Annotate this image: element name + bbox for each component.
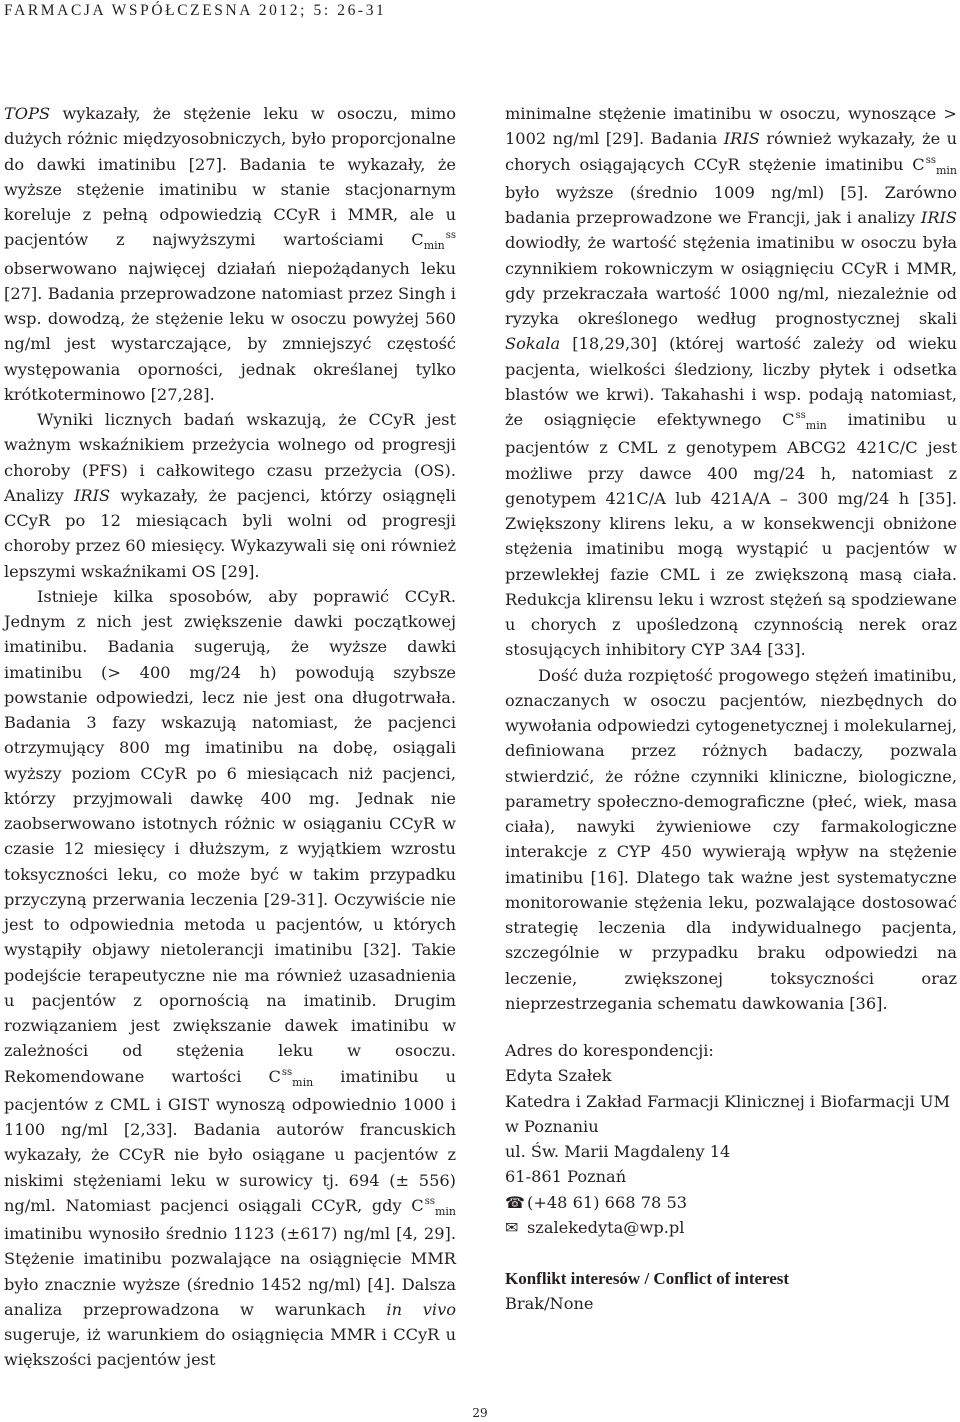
text: również wykazały, że u chorych osiągających CCyR stężenie imatinibu C (505, 129, 957, 174)
conflict-of-interest (505, 1266, 957, 1317)
email-line (505, 1215, 957, 1240)
text: imatinibu u pacjentów z CML z genotypem ABCG2 421C/C jest możliwe przy dawce 400 mg/24 h, natomiast z genotypem 421C/A lub 421A/A – 300 mg/24 h [35]. Zwiększony klirens leku, a w konsekwencji obniżone stężenia imatinibu mogą wystąpić u pacjentów w przewlekłej fazie CML i ze zwiększoną masą ciała. Redukcja klirensu leku i wzrost stężeń są spodziewane u chorych z upośledzoną czynnością nerek oraz stosujących inhibitory CYP 3A4 [33]. (505, 410, 957, 660)
subscript: min (805, 419, 827, 432)
text: minimalne stężenie imatinibu w osoczu, wynoszące > 1002 ng/ml [29]. Badania (505, 104, 957, 149)
study-name: IRIS (723, 129, 760, 149)
superscript: ss (445, 230, 456, 242)
text: obserwowano najwięcej działań niepożądanych leku [27]. Badania przeprowadzone natomiast przez Singh i wsp. dowodzą, że stężenie leku w osoczu powyżej 560 ng/ml jest wystarczające, by zmniejszyć częstość występowania oporności, jednak określanej tylko krótkoterminowo [27,28]. (4, 258, 456, 404)
email-link[interactable]: szalekedyta@wp.pl (527, 1217, 685, 1237)
subscript: min (434, 1204, 456, 1218)
page-number: 29 (472, 1406, 488, 1420)
latin-term: in vivo (386, 1299, 456, 1319)
scale-name: Sokala (505, 334, 561, 354)
text: imatinibu u pacjentów z CML i GIST wynoszą odpowiednio 1000 i 1100 ng/ml [2,33]. Badania autorów francuskich wykazały, że CCyR nie było osiągane u pacjentów z niskimi stężeniami leku w surowicy tj. 694 (± 556) ng/ml. Natomiast pacjenci osiągali CCyR, gdy C (4, 1066, 456, 1215)
correspondence-address (505, 1038, 957, 1240)
right-column (505, 101, 957, 1016)
text: [18,29,30] (której wartość zależy od wieku pacjenta, wielkości śledziony, liczby płytek i odsetka blastów we krwi). Takahashi i wsp. podają natomiast, że osiągnięcie efektywnego C (505, 334, 957, 429)
paragraph (4, 101, 456, 407)
text: Istnieje kilka sposobów, aby poprawić CCyR. Jednym z nich jest zwiększenie dawki początkowej imatinibu. Badania sugerują, że wyższe dawki imatinibu (> 400 mg/24 h) powodują szybsze powstanie odpowiedzi, lecz nie jest ona długotrwała. Badania 3 fazy wskazują natomiast, że pacjenci otrzymujący 800 mg imatinibu na dobę, osiągali wyższy poziom CCyR po 6 miesiącach niż pacjenci, którzy przyjmowali dawkę 400 mg. Jednak nie zaobserwowano istotnych różnic w osiąganiu CCyR w czasie 12 miesięcy i dłuższym, z wyjątkiem wzrostu toksyczności leku, co może być w takim przypadku przyczyną przerwania leczenia [29-31]. Oczywiście nie jest to odpowiednia metoda u pacjentów, u których wystąpiły objawy nietolerancji imatinibu [32]. Takie podejście terapeutyczne nie ma również uzasadnienia u pacjentów z opornością na imatinib. Drugim rozwiązaniem jest zwiększanie dawek imatinibu w zależności od stężenia leku w osoczu. Rekomendowane wartości C (4, 586, 456, 1086)
paragraph (505, 101, 957, 663)
address-heading: Adres do korespondencji: (505, 1041, 714, 1060)
phone-number: (+48 61) 668 78 53 (527, 1192, 688, 1212)
subscript: min (292, 1075, 314, 1089)
text: było wyższe (średnio 1009 ng/ml) [5]. Zarówno badania przeprowadzone we Francji, jak i analizy (505, 182, 957, 227)
subscript: min (935, 163, 957, 177)
study-name: IRIS (920, 208, 957, 227)
superscript: ss (281, 1066, 293, 1078)
text: Wyniki licznych badań wskazują, że CCyR jest ważnym wskaźnikiem przeżycia wolnego od progresji choroby (PFS) i całkowitego czasu przeżycia (OS). Analizy (4, 410, 456, 505)
superscript: ss (424, 1195, 435, 1207)
text: sugeruje, iż warunkiem do osiągnięcia MMR i CCyR u większości pacjentów jest (4, 1325, 456, 1370)
paragraph: Dość duża rozpiętość progowego stężeń imatinibu, oznaczanych w osoczu pacjentów, niezbędnych do wywołania odpowiedzi cytogenetycznej i molekularnej, definiowana przez różnych badaczy, pozwala stwierdzić, że różne czynniki kliniczne, biologiczne, parametry społeczno-demograficzne (płeć, wiek, masa ciała), nawyki żywieniowe czy farmakologiczne interakcje z CYP 450 wywierają wpływ na stężenie imatinibu [16]. Dlatego tak ważne jest systematyczne monitorowanie stężenia leku, pozwalające dostosować strategię leczenia dla indywidualnego pacjenta, szczególnie w przypadku braku odpowiedzi na leczenie, zwiększonej toksyczności oraz nieprzestrzegania schematu dawkowania [36]. (505, 665, 957, 1013)
left-column (4, 101, 456, 1373)
telephone-icon: ☎ (505, 1192, 526, 1212)
envelope-icon: ✉ (505, 1217, 519, 1237)
subscript: min (423, 239, 445, 253)
superscript: ss (795, 410, 806, 421)
department: Katedra i Zakład Farmacji Klinicznej i Biofarmacji UM w Poznaniu (505, 1091, 951, 1136)
running-head: FARMACJA WSPÓŁCZESNA 2012; 5: 26-31 (4, 2, 387, 19)
city: 61-861 Poznań (505, 1167, 627, 1187)
phone-line (505, 1190, 957, 1215)
text: wykazały, że pacjenci, którzy osiągnęli CCyR po 12 miesiącach byli wolni od progresji choroby przez 60 miesięcy. Wykazywali się oni również lepszymi wskaźnikami OS [29]. (4, 485, 456, 581)
street: ul. Św. Marii Magdaleny 14 (505, 1142, 731, 1161)
text: dowiodły, że wartość stężenia imatinibu w osoczu była czynnikiem rokowniczym w osiągnięciu CCyR i MMR, gdy przekraczała wartość 1000 ng/ml, niezależnie od ryzyka określonego według prognostycznej skali (505, 233, 957, 328)
conflict-value: Brak/None (505, 1294, 594, 1314)
author-name: Edyta Szałek (505, 1066, 612, 1086)
study-name: IRIS (74, 485, 111, 505)
study-name: TOPS (4, 104, 51, 123)
text: imatinibu wynosiło średnio 1123 (±617) ng/ml [4, 29]. Stężenie imatinibu pozwalające na osiągnięcie MMR było znacznie wyższe (średnio 1452 ng/ml) [4]. Dalsza analiza przeprowadzona w warunkach (4, 1224, 456, 1319)
paragraph (4, 407, 456, 584)
text: wykazały, że stężenie leku w osoczu, mimo dużych różnic międzyosobniczych, było proporcjonalne do dawki imatinibu [27]. Badania te wykazały, że wyższe stężenie imatinibu w stanie stacjonarnym koreluje z pełną odpowiedzią CCyR i MMR, ale u pacjentów z najwyższymi wartościami C (4, 104, 456, 250)
paragraph (4, 584, 456, 1373)
conflict-heading: Konflikt interesów / Conflict of interest (505, 1269, 790, 1288)
superscript: ss (925, 154, 936, 166)
